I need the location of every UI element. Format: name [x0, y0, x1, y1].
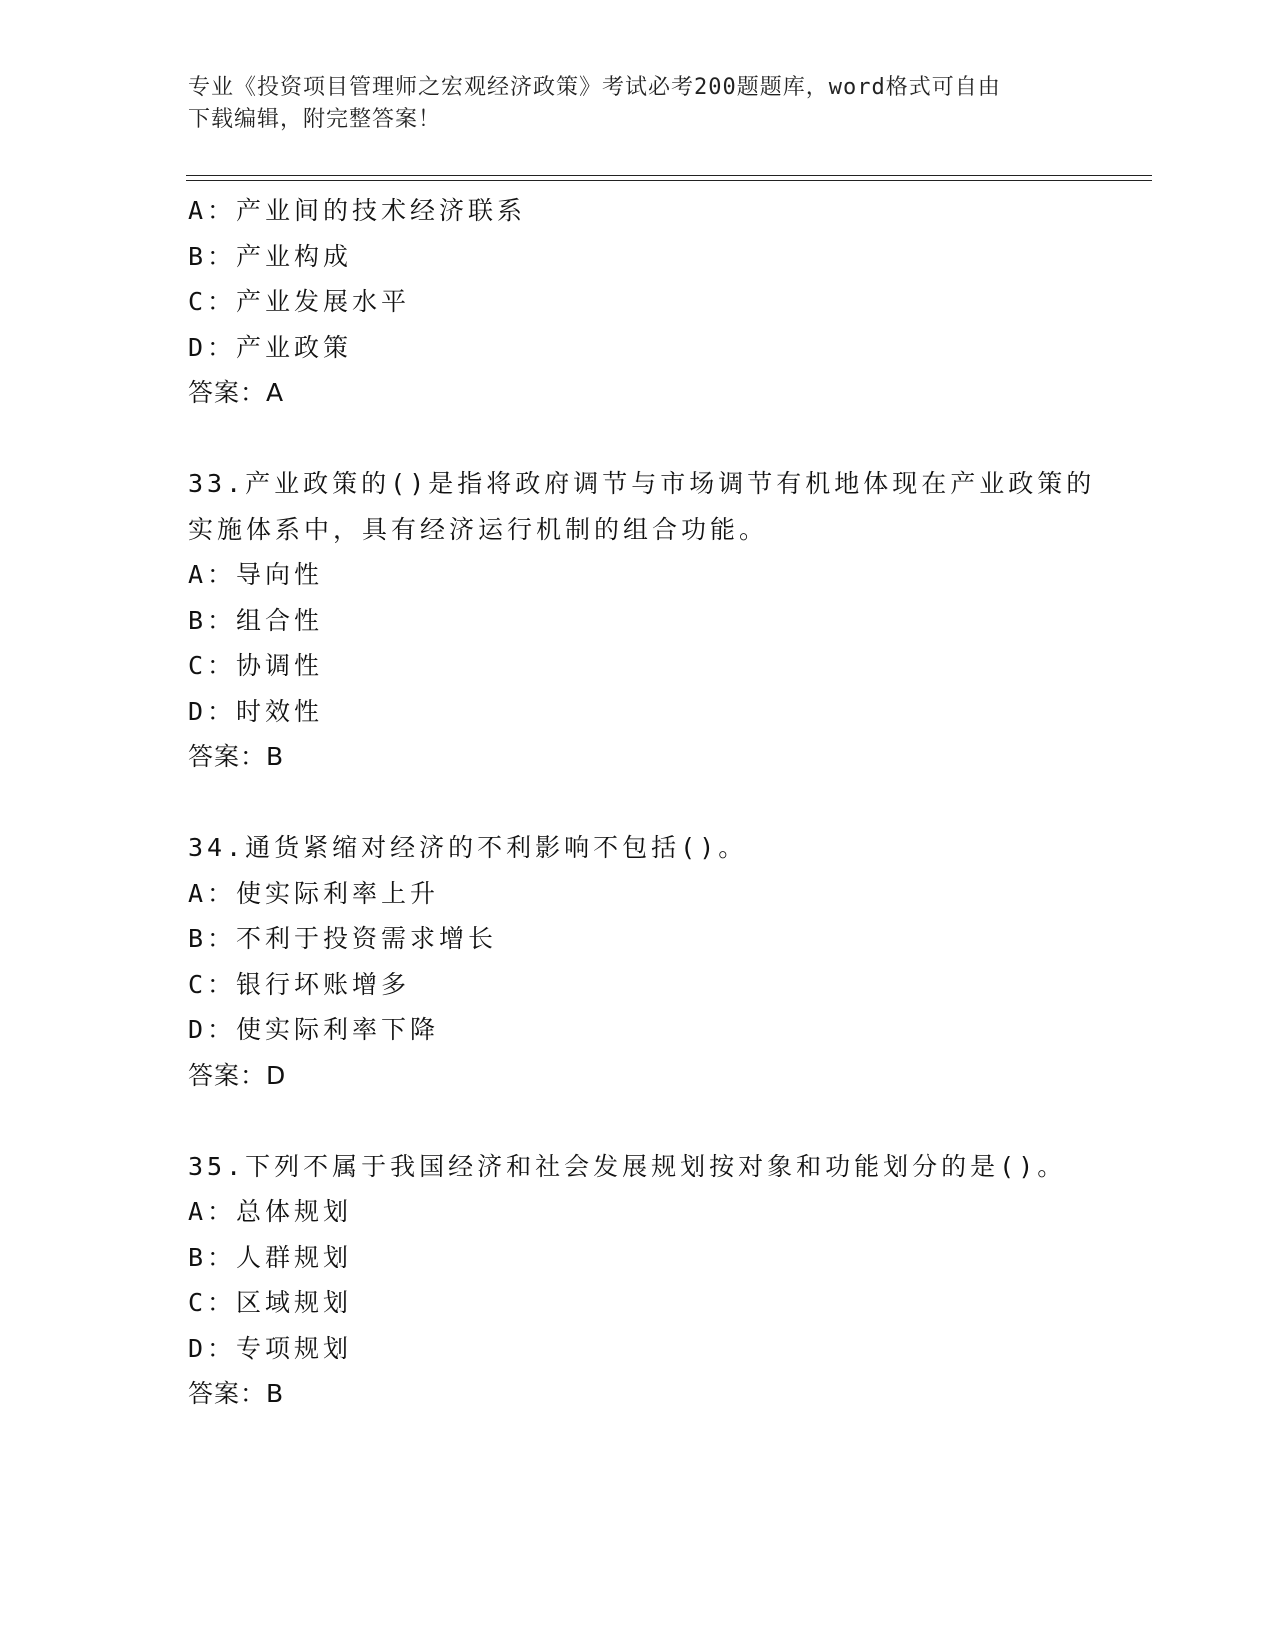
option-d: D：使实际利率下降	[188, 1015, 440, 1044]
option-d: D：专项规划	[188, 1333, 353, 1363]
option-c: C：银行坏账增多	[188, 969, 411, 999]
document-header	[188, 72, 1068, 136]
prev-question-options	[188, 188, 1148, 416]
question-stem-continued: 实施体系中，具有经济运行机制的组合功能。	[188, 514, 769, 544]
option-c: C：产业发展水平	[188, 287, 411, 316]
question-stem: 33.产业政策的()是指将政府调节与市场调节有机地体现在产业政策的	[188, 469, 1096, 498]
question-34	[188, 825, 1148, 1098]
option-b: B：不利于投资需求增长	[188, 924, 498, 953]
question-content	[188, 188, 1148, 1417]
question-35	[188, 1144, 1148, 1417]
answer: 答案：B	[188, 742, 285, 771]
question-33	[188, 461, 1148, 780]
answer: 答案：A	[188, 378, 285, 407]
header-rule-top	[186, 175, 1152, 176]
answer: 答案：D	[188, 1060, 287, 1090]
option-d: D：产业政策	[188, 332, 353, 362]
header-line-2: 下载编辑，附完整答案！	[188, 107, 442, 132]
option-a: A：使实际利率上升	[188, 878, 440, 908]
option-b: B：产业构成	[188, 241, 353, 271]
option-a: A：总体规划	[188, 1197, 353, 1226]
answer: 答案：B	[188, 1379, 285, 1408]
option-a: A：产业间的技术经济联系	[188, 196, 527, 225]
option-d: D：时效性	[188, 696, 324, 726]
question-stem: 34.通货紧缩对经济的不利影响不包括()。	[188, 833, 748, 862]
header-rule-bottom	[186, 180, 1152, 181]
option-b: B：组合性	[188, 605, 324, 635]
option-a: A：导向性	[188, 560, 324, 589]
option-b: B：人群规划	[188, 1242, 353, 1272]
header-line-1: 专业《投资项目管理师之宏观经济政策》考试必考200题题库，word格式可自由	[188, 75, 1001, 100]
option-c: C：协调性	[188, 651, 324, 680]
question-stem: 35.下列不属于我国经济和社会发展规划按对象和功能划分的是()。	[188, 1151, 1067, 1181]
option-c: C：区域规划	[188, 1288, 353, 1317]
